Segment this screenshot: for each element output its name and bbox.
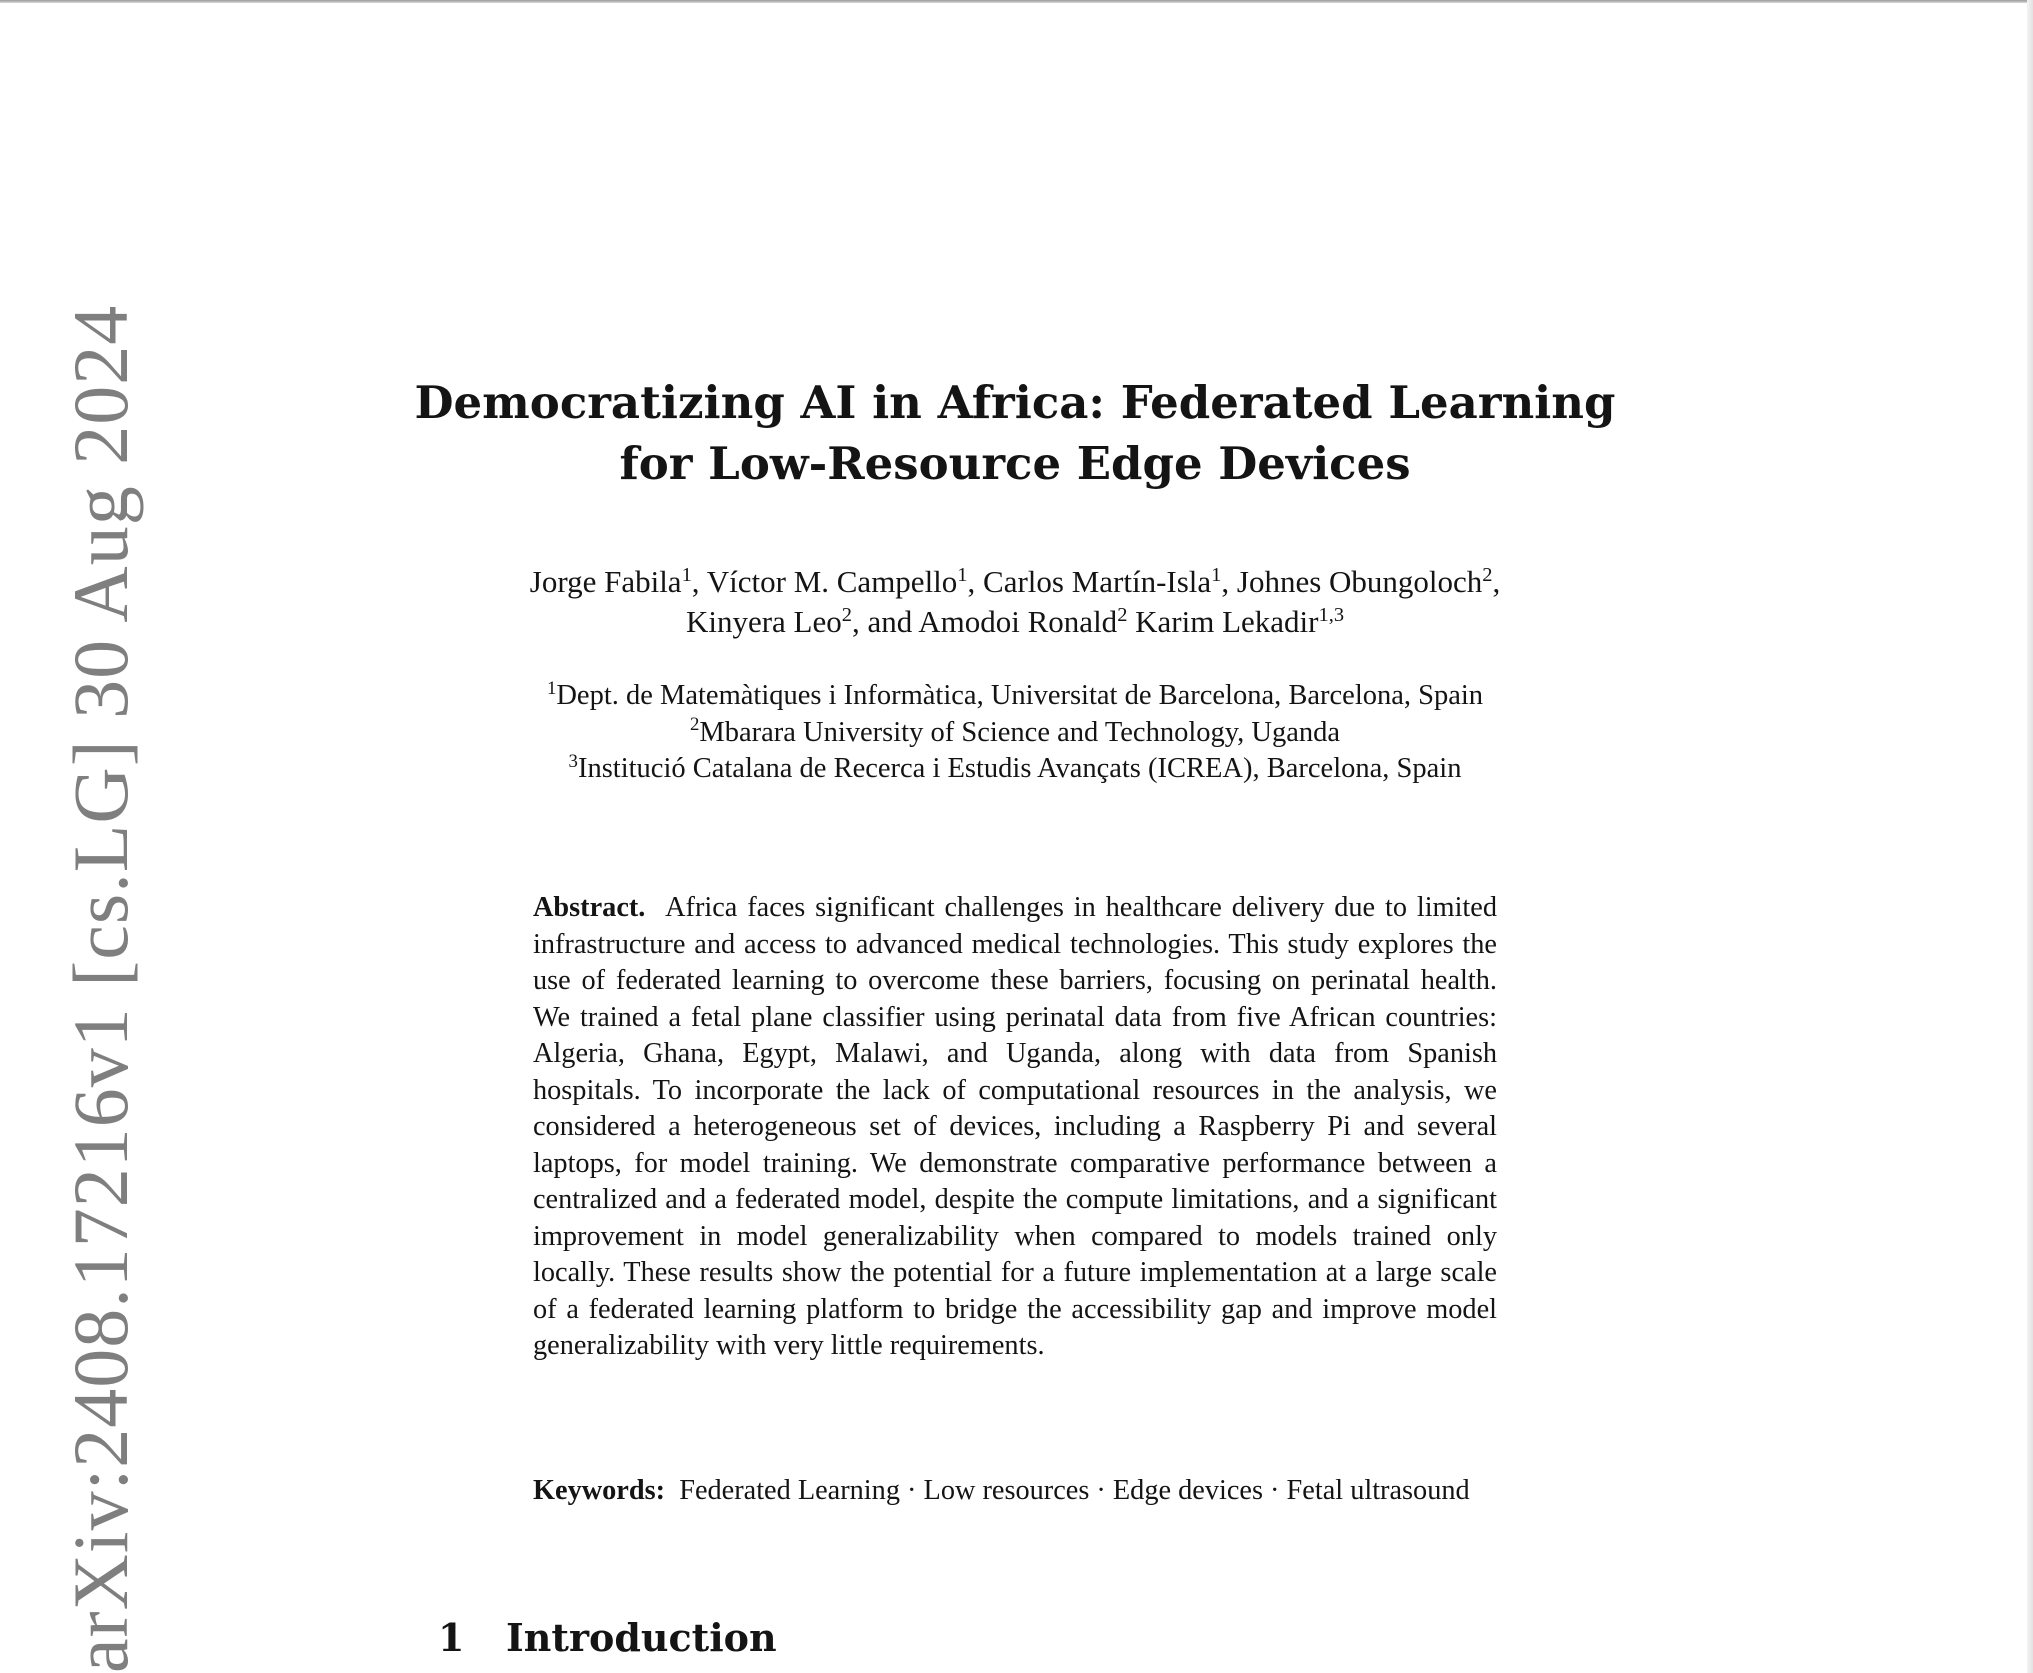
keywords-text: Federated Learning · Low resources · Edge devices · Fetal ultrasound: [679, 1475, 1470, 1506]
section-heading: [438, 1614, 777, 1662]
affiliation-text: Mbarara University of Science and Technology, Uganda: [699, 716, 1341, 748]
section-title: Introduction: [506, 1615, 777, 1660]
arxiv-side-stamp: arXiv:2408.17216v1 [cs.LG] 30 Aug 2024: [57, 304, 144, 1673]
paper-title: [380, 372, 1650, 494]
author: [1237, 564, 1500, 599]
affiliation-number: 3: [568, 750, 578, 772]
paper-title-line-1: Democratizing AI in Africa: Federated Learning: [414, 376, 1616, 429]
author: [1135, 604, 1344, 639]
page-top-edge: [0, 0, 2033, 3]
author-name: Carlos Martín-Isla: [983, 564, 1212, 599]
author-list: [380, 562, 1650, 642]
affiliation-list: [380, 678, 1650, 788]
section-number: 1: [438, 1615, 465, 1660]
paper-title-line-2: for Low-Resource Edge Devices: [619, 437, 1411, 490]
affiliation: [546, 677, 1484, 711]
page-right-edge: [2027, 0, 2033, 1673]
affiliation: [689, 714, 1341, 748]
author-name: Jorge Fabila: [529, 564, 682, 599]
affiliation-number: 2: [689, 714, 700, 736]
author: [918, 604, 1135, 639]
affiliation-text: Institució Catalana de Recerca i Estudis Avançats (ICREA), Barcelona, Spain: [577, 753, 1462, 784]
author-name: Amodoi Ronald: [918, 604, 1118, 639]
author-separator: , and: [851, 604, 919, 639]
author-name: Karim Lekadir: [1135, 604, 1319, 639]
author-name: Víctor M. Campello: [706, 564, 958, 599]
author: [707, 564, 983, 599]
author-name: Kinyera Leo: [685, 604, 842, 639]
affiliation: [568, 750, 1462, 784]
author-affiliation-mark: 1: [1211, 563, 1222, 586]
affiliation-number: 1: [546, 677, 557, 699]
author: [983, 564, 1237, 599]
author-affiliation-mark: 2: [841, 603, 852, 626]
keywords: [533, 1473, 1497, 1510]
author-affiliation-mark: 1: [957, 563, 968, 586]
affiliation-text: Dept. de Matemàtiques i Informàtica, Universitat de Barcelona, Barcelona, Spain: [556, 680, 1484, 711]
keywords-label: Keywords:: [533, 1475, 666, 1506]
author-separator: ,: [967, 564, 984, 599]
author-separator: ,: [691, 564, 707, 599]
author-separator: [1127, 604, 1135, 639]
abstract-label: Abstract.: [533, 892, 646, 923]
author-separator: ,: [1221, 564, 1237, 599]
abstract-text: Africa faces significant challenges in healthcare delivery due to limited infrastructure and access to advanced medical technologies. This study explores the use of federated learning to overcome these barriers, focusing on perinatal health. We trained a fetal plane classifier using perinatal data from five African countries: Algeria, Ghana, Egypt, Malawi, and Uganda, along with data from Spanish hospitals. To incorporate the lack of computational resources in the analysis, we considered a heterogeneous set of devices, including a Raspberry Pi and several laptops, for model training. We demonstrate comparative performance between a centralized and a federated model, despite the compute limitations, and a significant improvement in model generalizability when compared to models trained only locally. These results show the potential for a future implementation at a large scale of a federated learning platform to bridge the accessibility gap and improve model generalizability with very little requirements.: [533, 892, 1498, 1361]
author: [530, 564, 707, 599]
author-affiliation-mark: 1,3: [1318, 603, 1345, 626]
author-affiliation-mark: 2: [1482, 563, 1493, 586]
abstract: [533, 890, 1497, 1365]
author-separator: ,: [1492, 564, 1501, 599]
author-name: Johnes Obungoloch: [1236, 564, 1483, 599]
author-affiliation-mark: 1: [681, 563, 692, 586]
author: [686, 604, 918, 639]
author-affiliation-mark: 2: [1117, 603, 1128, 626]
